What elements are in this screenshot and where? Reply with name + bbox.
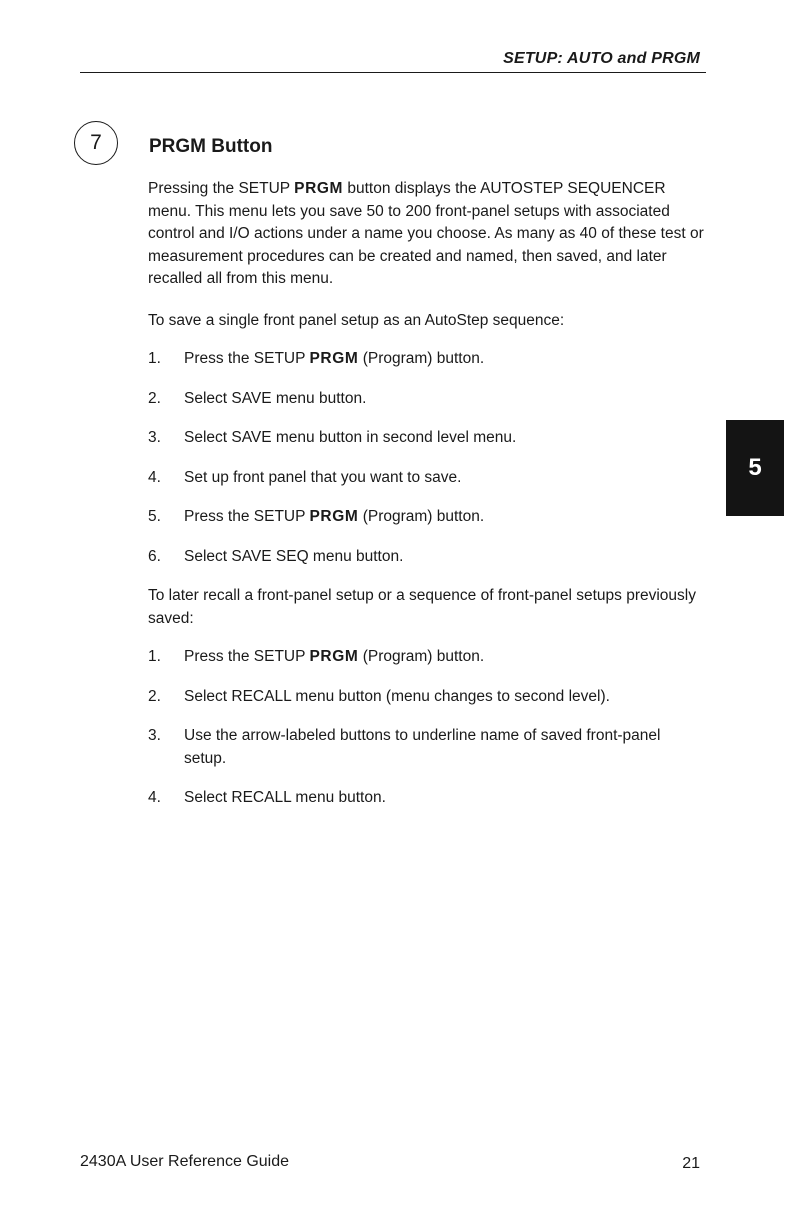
save-steps-list <box>148 348 704 568</box>
list-item: 6. Select SAVE SEQ menu button. <box>148 547 404 565</box>
running-header: SETUP: AUTO and PRGM <box>503 50 700 67</box>
save-intro: To save a single front panel setup as an AutoStep sequence: <box>148 311 565 329</box>
list-item: 2. Select SAVE menu button. <box>148 389 367 407</box>
list-item: 3. Use the arrow-labeled buttons to underline name of saved front-panel setup. <box>148 727 661 767</box>
list-item: 1. Press the SETUP PRGM (Program) button. <box>148 648 485 665</box>
list-item: 4. Select RECALL menu button. <box>148 789 386 806</box>
recall-steps-list <box>148 646 704 810</box>
list-item: 4. Set up front panel that you want to save. <box>148 468 462 486</box>
list-item: 2. Select RECALL menu button (menu changes to second level). <box>148 687 610 705</box>
header-rule <box>80 72 706 73</box>
intro-paragraph: Pressing the SETUP PRGM button displays the AUTOSTEP SEQUENCER menu. This menu lets you save 50 to 200 front-panel setups with associated control and I/O actions under a name you choose. As many as 40 of these test or measurement procedures can be created and named, then saved, and later recalled all from this menu. <box>148 180 704 287</box>
list-item: 5. Press the SETUP PRGM (Program) button. <box>148 508 485 525</box>
recall-intro: To later recall a front-panel setup or a sequence of front-panel setups previously saved: <box>148 587 696 627</box>
prgm-keyword: PRGM <box>294 180 344 197</box>
footer-guide-title: 2430A User Reference Guide <box>80 1153 290 1170</box>
list-item: 1. Press the SETUP PRGM (Program) button. <box>148 350 485 367</box>
page-number: 21 <box>682 1155 700 1172</box>
section-number-badge: 7 <box>74 121 118 165</box>
list-item: 3. Select SAVE menu button in second level menu. <box>148 429 517 446</box>
chapter-tab: 5 <box>726 420 784 516</box>
section-title: PRGM Button <box>149 136 273 157</box>
section-body <box>148 178 704 827</box>
